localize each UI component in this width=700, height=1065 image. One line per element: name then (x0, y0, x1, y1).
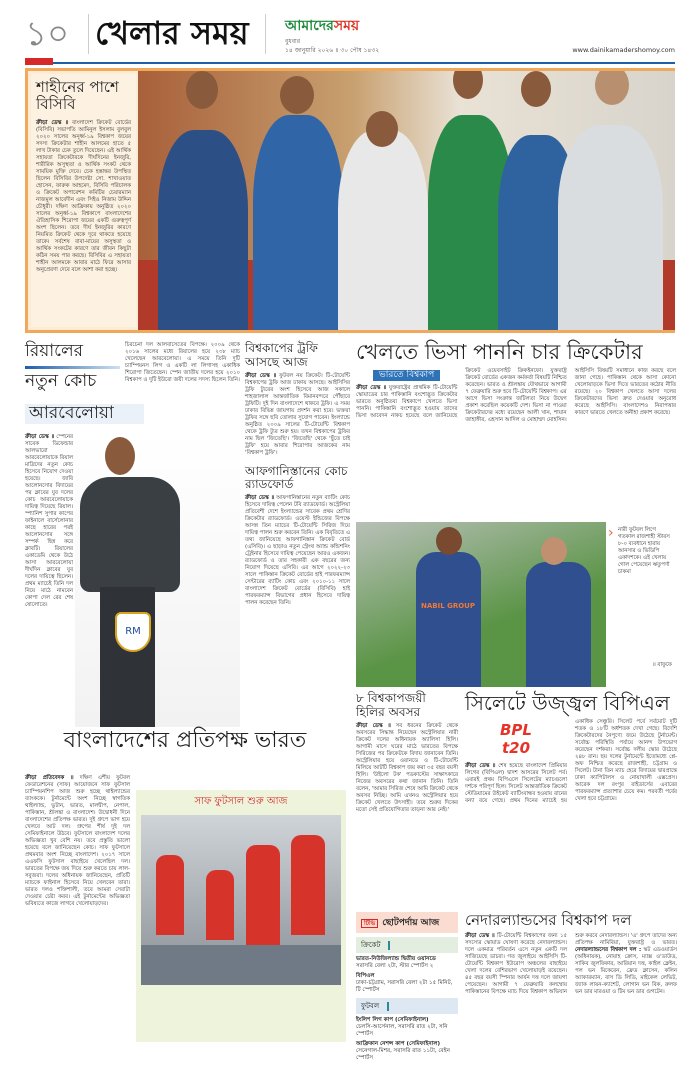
netherlands-headline: নেদারল্যান্ডসের বিশ্বকাপ দল (465, 911, 632, 929)
netherlands-article (465, 912, 677, 996)
tv-category-label: ক্রিকেট (361, 941, 381, 949)
india-headline: বাংলাদেশের প্রতিপক্ষ ভারত (63, 728, 307, 753)
trophy-headline: বিশ্বকাপের ট্রফি আসছে আজ (245, 341, 318, 369)
tv-listing: ভারত-নিউজিল্যান্ড দ্বিতীয় ওয়ানডে সরাসরি বেলা ২টা, স্টার স্পোর্টস ২ (356, 956, 436, 969)
womens-football-photo (356, 522, 676, 687)
visa-headline: খেলতে ভিসা পাননি চার ক্রিকেটার (356, 340, 643, 364)
byline: ক্রীড়া ডেস্ক ॥ (465, 933, 495, 940)
tv-category (356, 937, 458, 953)
india-article (25, 775, 130, 908)
healy-body: সব ধরনের ক্রিকেট থেকে অবসরের সিদ্ধান্ত নিয়েছেন অস্ট্রেলিয়ার নারী ক্রিকেট দলের অধিনায়ক অ্যালিসা হিলি। আগামী মাসে ঘরের মাঠে ভারতের বিপক্ষে সিরিজের পর ক্রিকেটকে বিদায় জানাবেন তিনি। অস্ট্রেলিয়ার হয়ে ওয়ানডে ও টি-টোয়েন্টি মিলিয়ে আটটি বিশ্বকাপ জয় করা ৩৫ বছর বয়সী হিলি। 'উইলো টক' পডকাস্টের সাক্ষাৎকারে নিজের অবসরের কথা জানান তিনি। তিনি বলেন, 'আমার সিরিজ শেষে আমি ক্রিকেট থেকে অবসর নিচ্ছি। আমি এখনও অস্ট্রেলিয়ার হয়ে ক্রিকেট খেলতে উৎসাহী। তবে শুরুর দিকের মতো সেই প্রতিযোগিতার তাড়না আর নেই।' (356, 722, 459, 813)
visa-subhead: ভারতে বিশ্বকাপ (373, 370, 440, 381)
real-madrid-article (25, 342, 240, 727)
chevron-right-icon: › (608, 525, 614, 541)
section-title: খেলার সময় (95, 14, 249, 52)
byline: ক্রীড়া ডেস্ক ॥ (465, 763, 496, 769)
tv-schedule-header (356, 912, 458, 933)
bpl-headline: সিলেটে উজ্জ্বল বিপিএল (465, 691, 670, 715)
byline: ক্রীড়া ডেস্ক ॥ (245, 495, 275, 502)
website-link[interactable]: www.dainikamadershomoy.com (572, 46, 675, 54)
real-headline-2: নতুন কোচ (25, 371, 97, 391)
squad-label: নেদারল্যান্ডসের বিশ্বকাপ দল : (575, 947, 642, 954)
byline: ক্রীড়া ডেস্ক ॥ (245, 372, 277, 379)
squad-list: স্কট এডওয়ার্ডস (অধিনায়ক), নোয়াহ ক্রোস, ম্যাক্স ও'ডাউড, সাকিব জুলফিকার, আরিয়ান দত্ত, কাইল ক্লেইন, পল ভন মিকেরেন, ফ্রেড ক্লাসেন, কলিন অ্যাকারম্যান, বাস ডি লিডি, মাইকেল লেভিট, জ্যাক লায়ন-ক্যাশেট, লোগান ভন বিক, রুলফ ভন ডার মারওয়া ও টিম ভন ডার গুগটেন। (575, 947, 677, 996)
futsal-box (136, 790, 346, 1042)
visa-article (356, 340, 676, 424)
afghanistan-article (245, 465, 350, 608)
date: ১৪ জানুয়ারি ২০২৬ ॥ ৩০ পৌষ ১৪৩২ (285, 47, 380, 54)
jersey-sponsor: NABIL GROUP (420, 602, 475, 610)
healy-headline: ৮ বিশ্বকাপজয়ী হিলির অবসর (356, 691, 426, 719)
india-body: দক্ষিণ এশীয় ফুটবল ফেডারেশনের (সাফ) আয়োজনে সাফ ফুটসাল চ্যাম্পিয়নশিপ আজ শুরু হচ্ছে থাইল্যান্ডের ব্যাংককে। টুর্নামেন্টে অংশ নিচ্ছে স্বাগতিক থাইল্যান্ড, ভুটান, ভারত, মালদ্বীপ, নেপাল, পাকিস্তান, শ্রীলঙ্কা ও বাংলাদেশ। উদ্বোধনী দিনে বাংলাদেশের প্রতিপক্ষ ভারত। দুই গ্রুপে ভাগ হয়ে খেলবে আট দল। গ্রুপের শীর্ষ দুই দল সেমিফাইনালে উঠবে। ফুটসালে বাংলাদেশ দলের অভিজ্ঞতা খুব বেশি নয়। তবে প্রস্তুতি ভালো হয়েছে বলে জানিয়েছেন কোচ। সাফ ফুটসালে প্রথমবার অংশ নিচ্ছে বাংলাদেশ। ২০১৭ সালে এএফসি ফুটসাল বাছাইয়ে খেলেছিল দল। ভারতের বিপক্ষে জয় দিয়ে শুরু করতে চায় লাল-সবুজরা। দলের অধিনায়ক জানিয়েছেন, প্রতিটি ম্যাচকে ফাইনাল হিসেবে নিয়ে খেলবেন তারা। ভারত দলও শক্তিশালী, তবে আমরা সেরাটা দেওয়ার চেষ্টা করব। এই টুর্নামেন্টের অভিজ্ঞতা ভবিষ্যতে কাজে লাগবে খেলোয়াড়দের। (25, 775, 130, 907)
tv-category-label: ফুটবল (361, 1002, 380, 1010)
real-madrid-crest-icon: RM (115, 612, 151, 652)
real-headline-1: রিয়ালের (25, 341, 84, 361)
logo-part-b: সময় (333, 18, 360, 34)
tv-icon: টিভি (361, 919, 378, 928)
page-number: ১০ (25, 14, 70, 54)
afghanistan-headline: আফগানিস্তানের কোচ র‍্যাডফোর্ড (245, 463, 348, 492)
divider (265, 14, 266, 54)
middle-column (245, 342, 350, 607)
rule (25, 366, 120, 369)
futsal-box-title: সাফ ফুটসাল শুরু আজ (194, 796, 288, 807)
real-body: স্পেনের সাবেক ডিফেন্ডার আলভারো আরবেলোয়াকে রিয়াল মাদ্রিদের নতুন কোচ হিসেবে নিয়োগ দেওয়া হয়েছে। জাবি আলোনসোর বিদায়ের পর ক্লাবের যুব দলের কোচ আরবেলোয়াকে দায়িত্ব দিয়েছে রিয়াল। স্প্যানিশ সুপার কাপের ফাইনালে বার্সেলোনার কাছে হারের পরই আলোনসোর সঙ্গে সম্পর্ক ছিন্ন করে ক্লাবটি। রিয়ালের একাডেমি থেকে উঠে আসা আরবেলোয়া দীর্ঘদিন ক্লাবের যুব দলের দায়িত্বে ছিলেন। প্রথম ম্যাচেই তিনি দল নিয়ে মাঠে নামবেন কোপা দেল রের শেষ ষোলোতে। (25, 434, 73, 608)
byline: ক্রীড়া ডেস্ক ॥ (356, 722, 391, 729)
feature-article (25, 68, 675, 333)
trophy-body: ফুটবল নয় ক্রিকেট। টি-টোয়েন্টি বিশ্বকাপের ট্রফি আজ ঢাকায় আসছে। আইসিসির ট্রফি ট্যুরের অংশ হিসেবে আজ সকালে শাহজালাল আন্তর্জাতিক বিমানবন্দরে পৌঁছাবে ট্রফিটি। দুই দিন বাংলাদেশে থাকবে ট্রফি। এ সময় ঢাকার বিভিন্ন জায়গায় প্রদর্শন করা হবে। ভক্তরা ট্রফির সঙ্গে ছবি তোলার সুযোগ পাবেন। ইংল্যান্ডে অনুষ্ঠিত ২০০৯ সালের টি-টোয়েন্টি বিশ্বকাপ থেকে ট্রফি ট্যুর শুরু হয়। তখন বিশ্বকাপের ট্রফির নাম ছিল 'জিতেছি'। 'জিতেছি' থেকে 'ছুঁতে চাই ট্রফি' হয়ে আবার শিরোপার আজকের নাম 'বিশ্বকাপ ট্রফি'। (245, 372, 350, 456)
byline: ক্রীড়া ডেস্ক ॥ (36, 119, 69, 126)
header-rule (25, 62, 675, 64)
tv-listing: বিপিএল ঢাকা-চট্টগ্রাম, সরাসরি বেলা ২টা ১৫ মিনিট, টি স্পোর্টস (356, 973, 453, 993)
byline: ক্রীড়া ডেস্ক ॥ (25, 434, 55, 440)
tv-listing: আফ্রিকান নেশন্স কাপ (সেমিফাইনাল) সেনেগাল-মিশর, সরাসরি রাত ১১টা, বেইন স্পোর্টস (356, 1041, 451, 1061)
tv-category (356, 998, 458, 1014)
photo-caption: নারী ফুটবল লিগে গতকাল রাজশাহী স্টারস ৮-০ ব্যবধানে হারায় আনসার ও ভিডিপি একাদশকে। এই খেলায় গোল পেয়েছেন ঋতুপর্ণা চাকমা (618, 527, 670, 575)
netherlands-body: টি-টোয়েন্টি বিশ্বকাপের জন্য ১৫ সদস্যের স্কোয়াড ঘোষণা করেছে নেদারল্যান্ডস। দলে একমাত্র পরিবর্তন এসে নতুন একটি দল সাজিয়েছে ডাচরা। গত জুলাইয়ে আইসিসি টি-টোয়েন্টি বিশ্বকাপ ইউরোপ অঞ্চলের বাছাইয়ে খেলা দলের বেশিরভাগ খেলোয়াড়ই রয়েছেন। ৪৫ বছর বয়সী স্পিনার আর্যন দত্ত দলে জায়গা পেয়েছেন। আগামী ৭ ফেব্রুয়ারি কলম্বোয় পাকিস্তানের বিপক্ষে ম্যাচ দিয়ে বিশ্বকাপ অভিযান শুরু করবে নেদারল্যান্ডস। 'এ' গ্রুপে তাদের অন্য প্রতিপক্ষ নামিবিয়া, যুক্তরাষ্ট্র ও ভারত। (465, 933, 677, 996)
feature-photo (138, 71, 675, 330)
bpl-logo: BPL t20 (488, 719, 544, 759)
real-headline-3: আরবেলোয়া (25, 404, 144, 424)
arbeloa-photo (75, 432, 240, 727)
futsal-photo (141, 815, 341, 985)
feature-text-panel (31, 74, 136, 327)
header-accent-bar (25, 58, 53, 65)
day: বুধবার (285, 38, 301, 45)
bpl-article (465, 692, 677, 805)
tv-schedule-title: ছোটপর্দায় আজ (382, 918, 440, 928)
trophy-article (245, 342, 350, 457)
byline: ক্রীড়া প্রতিবেদক ॥ (25, 775, 74, 781)
visa-body: যুক্তরাষ্ট্রের প্রাথমিক টি-টোয়েন্টি স্কোয়াডের চার পাকিস্তানি বংশোদ্ভূত ক্রিকেটার ভারতে অনুষ্ঠিতব্য বিশ্বকাপে খেলতে ভিসা পাননি। পাকিস্তানি বংশোদ্ভূত হওয়ায় তাদের ভিসা আবেদন নাকচ হয়েছে বলে জানিয়েছে ক্রিকেট ওয়েবসাইট ক্রিকইনফো। যুক্তরাষ্ট্র ক্রিকেট বোর্ডের একজন কর্মকর্তা বিষয়টি নিশ্চিত করেছেন। ভারত ও শ্রীলঙ্কায় যৌথভাবে আগামী ৭ ফেব্রুয়ারি শুরু হবে টি-টোয়েন্টি বিশ্বকাপ। এর আগে ভিসা সংক্রান্ত জটিলতা নিয়ে উদ্বেগ প্রকাশ করেছিল কয়েকটি দেশ। ভিসা না পাওয়া ক্রিকেটারদের মধ্যে রয়েছেন আলী খান, শায়ান জাহাঙ্গীর, এহসান আদিল ও মোহাম্মদ মোহসিন। আইসিসি বিষয়টি সমাধানে কাজ করছে বলে জানা গেছে। পাকিস্তান থেকে আসা কোনো খেলোয়াড়কে ভিসা দিতে ভারতের কঠোর নীতি রয়েছে। ২০ বিশ্বকাপ খেলতে আসা দলের ক্রিকেটারদের ভিসা দ্রুত দেওয়ার অনুরোধ করেছে আইসিসি। বাংলাদেশও নিরাপত্তার কারণে ভারতে খেলতে অনীহা প্রকাশ করেছে। (356, 368, 676, 424)
newspaper-logo (285, 14, 359, 38)
feature-body: বাংলাদেশ ক্রিকেট বোর্ডের (বিসিবি) সভাপতি আমিনুল ইসলাম বুলবুল ২০২০ সালের অনূর্ধ্ব-১৯ বিশ্বকাপ জয়ের সদস্য ক্রিকেটার শাহীন আলমের হাতে ৫ লাখ টাকার চেক তুলে দিয়েছেন। এই আর্থিক সহায়তা ক্রিকেটারকে দীর্ঘদিনের ইনজুরি, শারীরিক অসুস্থতা ও আর্থিক সংকট থেকে সাময়িক মুক্তি দেবে। চেক হস্তান্তর উপস্থিত ছিলেন বিসিবির উপদেষ্টা সো. শাখাওয়াত হোসেন, ফারুক আহমেদ, বিসিবি পরিচালক ও ক্রিকেট অপারেশন কমিটির চেয়ারম্যান নাজমুল আবেদীন এবং সিইও নিজাম উদ্দিন চৌধুরী। দক্ষিণ আফ্রিকায় অনুষ্ঠিত ২০২০ সালের অনূর্ধ্ব-১৯ বিশ্বকাপে বাংলাদেশের ঐতিহাসিক শিরোপা জয়ের একটি গুরুত্বপূর্ণ অংশ ছিলেন। তবে দীর্ঘ ইনজুরির কারণে নিয়মিত ক্রিকেট থেকে দূরে থাকতে হয়েছে তাকে। সর্বশেষ বাবা-মায়ের অসুস্থতা ও আর্থিক সংকটের কারণে তার জীবন কিছুটা কঠিন সময় পার করছে। বিসিবির এ সহায়তা শাহীন আলমকে আবার মাঠে ফিরে আসার অনুপ্রেরণা দেবে বলে আশা করা হচ্ছে। (36, 119, 132, 273)
healy-article (356, 692, 458, 814)
tv-schedule (356, 912, 458, 1065)
tv-listing: ইংলিশ লিগ কাপ (সেমিফাইনাল) চেলসি-আর্সেনাল, সরাসরি রাত ২টা, সনি স্পোর্টস (356, 1017, 448, 1037)
logo-part-a: আমাদের (285, 18, 334, 34)
afghanistan-body: আফগানিস্তানের নতুন ব্যাটিং কোচ হিসেবে দায়িত্ব পেলেন টবি র‍্যাডফোর্ড। অস্ট্রেলিয়া প্রতিবেশী দেশে ইংল্যান্ডের সাবেক প্রথম শ্রেণির ক্রিকেটার র‍্যাডফোর্ড। ওয়েস্ট ইন্ডিজের বিপক্ষে আসন্ন তিন ম্যাচের টি-টোয়েন্টি সিরিজ দিয়ে দায়িত্ব পালন শুরু করবেন তিনি। এক বিবৃতিতে এ তথ্য জানিয়েছে আফগানিস্তান ক্রিকেট বোর্ড (এসিবি)। এ ছাড়াও নতুন স্ট্রেংথ অ্যান্ড কন্ডিশনিং ট্রেইনার হিসেবে দায়িত্ব পেয়েছেন আরও একজন। র‍্যাডফোর্ড ও তার সহকারী এক বছরের জন্য নিয়োগ দিয়েছে এসিবি। এর আগে ২০২২-২৩ সালে পাকিস্তান ক্রিকেট বোর্ডের হাই পারফরম্যান্স সেন্টারের ব্যাটিং কোচ এবং ২০১০-১১ সালে বাংলাদেশ ক্রিকেট বোর্ডের (বিসিবি) হাই পারফরম্যান্স বিভাগের প্রধান হিসেবে দায়িত্ব পালন করেছেন তিনি। (245, 495, 350, 607)
feature-headline: শাহীনের পাশে বিসিবি (36, 78, 119, 114)
bpl-body: শেষ হয়েছে বাংলাদেশ প্রিমিয়ার লিগের (বিপিএল) দ্বাদশ আসরের সিলেট পর্ব। এবারই প্রথম বিপিএলে সিলেটের ম্যাচগুলো দর্শকে পরিপূর্ণ ছিল। সিলেট আন্তর্জাতিক ক্রিকেট স্টেডিয়ামের উইকেট ব্যাটিংবান্ধব হওয়ায় রানের বন্যা বয়ে গেছে। প্রথম দিনের ম্যাচেই হয় একাধিক সেঞ্চুরি। সিলেট পর্বে সর্বমোট দুটি শতক ও ১৮টি অর্ধশতক দেখা গেছে। বিদেশি ক্রিকেটারদের নৈপুণ্যে জমে উঠেছে টুর্নামেন্ট। সর্বোচ্চ পরিস্থিতি পর্যায়ে আনন্দ উপভোগ করেছেন দর্শকরা। সর্বোচ্চ দলীয় স্কোর উঠেছে ২৪৮ রান। ছয় দলের টুর্নামেন্টে ইতোমধ্যে প্লে-অফ নিশ্চিত করেছে রাজশাহী, চট্টগ্রাম ও সিলেট। টানা তিন ম্যাচ হেরে বিদায়ের দ্বারপ্রান্তে ঢাকা ক্যাপিটালস ও নোয়াখালী এক্সপ্রেস। আরেক দল রংপুর রাইডার্সের এবারের পারফরম্যান্স প্রত্যাশার চেয়ে কম। পরবর্তী পর্বের খেলা হবে চট্টগ্রামে। (465, 719, 677, 804)
divider (88, 14, 89, 54)
photo-credit: ॥ বাফুফে (652, 662, 672, 668)
byline: ক্রীড়া ডেস্ক ॥ (356, 385, 387, 392)
real-body-top: চিরচেনা দল আলবাসেতের বিপক্ষে। ২০০৯ থেকে ২০১৬ সালের মধ্যে রিয়ালের হয়ে ২৩৮ ম্যাচ খেলেছেন আরবেলোয়া। এ সময়ে তিনি দুটি চ্যাম্পিয়নস লিগ ও একটি লা লিগাসহ একাধিক শিরোপা জিতেছেন। স্পেন জাতীয় দলের হয়ে ২০১০ বিশ্বকাপ ও দুটি ইউরো জয়ী দলের সদস্য ছিলেন তিনি। (125, 342, 240, 383)
